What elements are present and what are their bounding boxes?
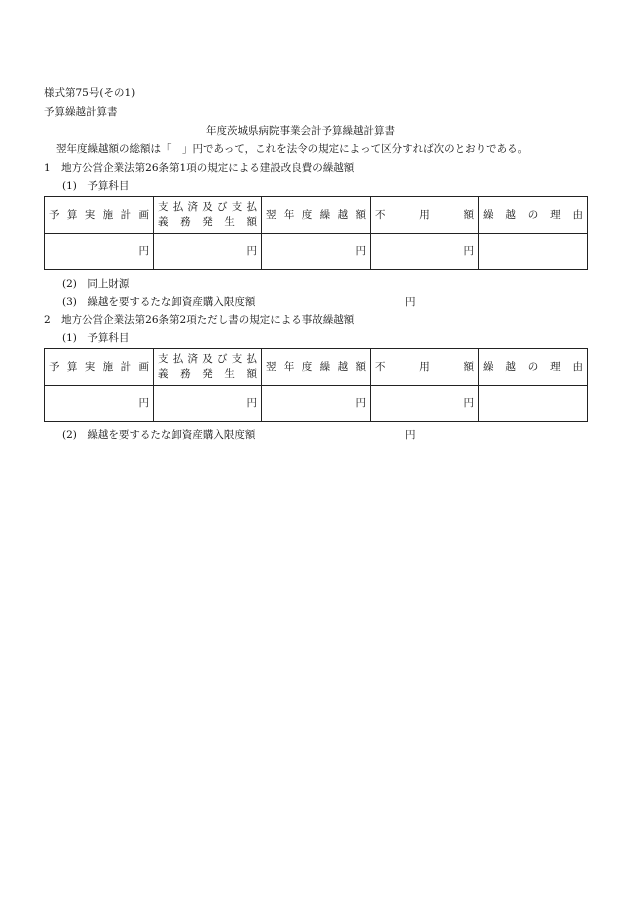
cell-paid-obligations-yen: 円 [154,386,262,422]
section1-heading: 1 地方公営企業法第26条第1項の規定による建設改良費の繰越額 [44,162,355,174]
document-type: 予算繰越計算書 [44,106,118,118]
col-header-unused-amount: 不 用 額 [371,197,479,234]
cell-budget-plan-yen: 円 [45,386,154,422]
section2-carryover-table [44,348,588,422]
section2-budget-items-label: (1) 予算科目 [62,332,130,344]
col-header-carryover-reason: 繰 越 の 理 由 [479,349,588,386]
col-header-paid-obligations: 支 払 済 及 び 支 払 義 務 発 生 額 [154,197,262,234]
col-header-unused-amount: 不 用 額 [371,349,479,386]
col-header-next-year-carryover: 翌 年 度 繰 越 額 [262,197,371,234]
section1-inventory-limit-yen: 円 [405,296,416,308]
section1-funding-sources-label: (2) 同上財源 [62,278,130,290]
col-header-carryover-reason: 繰 越 の 理 由 [479,197,588,234]
cell-paid-obligations-yen: 円 [154,234,262,270]
cell-budget-plan-yen: 円 [45,234,154,270]
cell-carryover-reason [479,386,588,422]
intro-text: 翌年度繰越額の総額は「 」円であって，これを法令の規定によって区分すれば次のとおりである。 [56,143,529,155]
cell-unused-amount-yen: 円 [371,234,479,270]
cell-carryover-reason [479,234,588,270]
section1-carryover-table [44,196,588,270]
section2-heading: 2 地方公営企業法第26条第2項ただし書の規定による事故繰越額 [44,314,355,326]
col-header-budget-plan: 予 算 実 施 計 画 [45,197,154,234]
cell-next-year-carryover-yen: 円 [262,234,371,270]
form-number: 様式第75号(その1) [44,87,136,99]
cell-unused-amount-yen: 円 [371,386,479,422]
col-header-paid-obligations: 支 払 済 及 び 支 払 義 務 発 生 額 [154,349,262,386]
section2-inventory-limit-yen: 円 [405,429,416,441]
cell-next-year-carryover-yen: 円 [262,386,371,422]
section2-inventory-limit-label: (2) 繰越を要するたな卸資産購入限度額 [62,429,256,441]
document-title: 年度茨城県病院事業会計予算繰越計算書 [206,125,395,137]
col-header-budget-plan: 予 算 実 施 計 画 [45,349,154,386]
section1-inventory-limit-label: (3) 繰越を要するたな卸資産購入限度額 [62,296,256,308]
col-header-next-year-carryover: 翌 年 度 繰 越 額 [262,349,371,386]
section1-budget-items-label: (1) 予算科目 [62,180,130,192]
